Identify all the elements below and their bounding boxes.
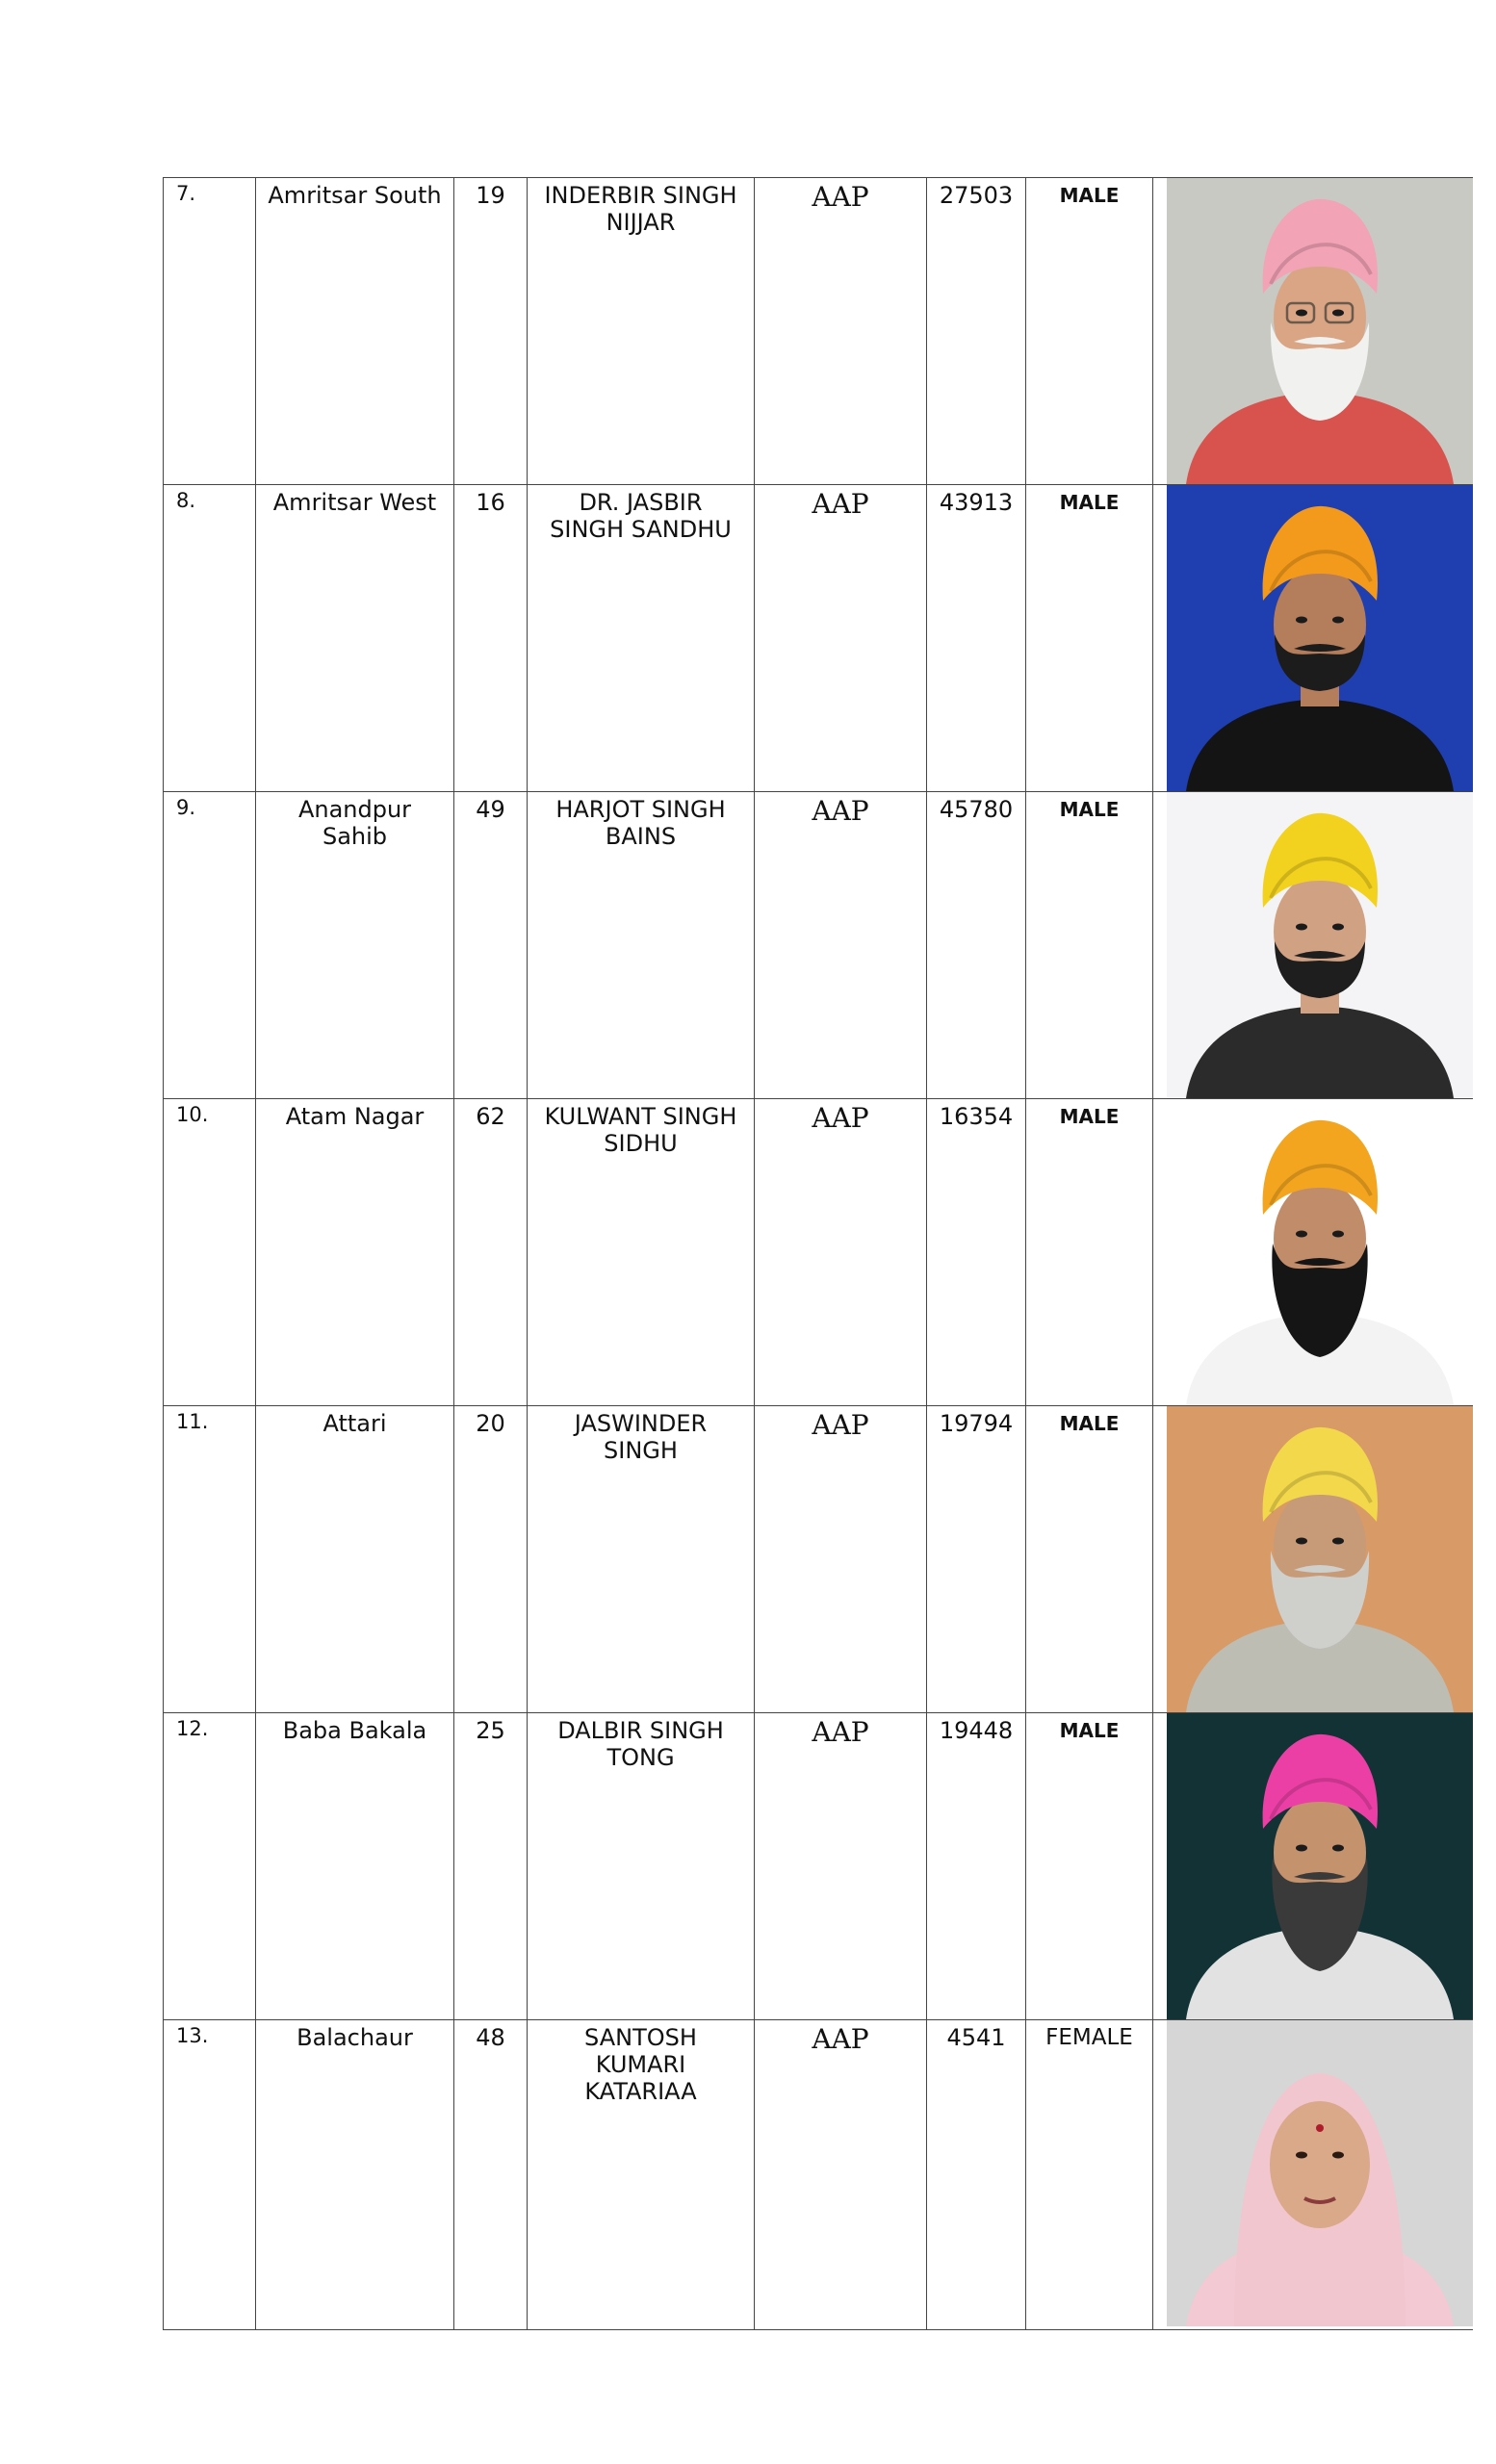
photo-cell [1153, 1099, 1474, 1406]
constituency-cell [256, 485, 454, 792]
party-cell [755, 178, 927, 485]
winning-margin: 4541 [946, 2024, 1006, 2051]
table-row [164, 178, 1474, 485]
photo-cell [1153, 792, 1474, 1099]
winner-name: DR. JASBIR SINGH SANDHU [550, 489, 732, 543]
party-name: AAP [812, 488, 869, 520]
right-eye [1332, 1538, 1344, 1545]
party-cell [755, 2020, 927, 2330]
results-table [163, 177, 1473, 2330]
candidate-photo [1167, 2020, 1473, 2326]
left-eye [1296, 310, 1307, 317]
winner-name-cell [528, 1099, 755, 1406]
party-name: AAP [812, 2023, 869, 2055]
margin-cell [927, 792, 1026, 1099]
party-name: AAP [812, 1716, 869, 1748]
table-row [164, 2020, 1474, 2330]
party-cell [755, 1713, 927, 2020]
constituency-name: Atam Nagar [285, 1103, 425, 1130]
constituency-cell [256, 1099, 454, 1406]
table-row [164, 1713, 1474, 2020]
margin-cell [927, 485, 1026, 792]
photo-cell [1153, 485, 1474, 792]
party-name: AAP [812, 181, 869, 213]
candidate-photo [1167, 1099, 1473, 1405]
gender-cell [1026, 1406, 1153, 1713]
party-cell [755, 1406, 927, 1713]
serial-number-cell [164, 2020, 256, 2330]
gender-cell [1026, 2020, 1153, 2330]
gender: MALE [1059, 1412, 1120, 1435]
left-eye [1296, 1231, 1307, 1238]
gender: FEMALE [1045, 2025, 1133, 2050]
constituency-number-cell [454, 792, 528, 1099]
left-eye [1296, 1538, 1307, 1545]
constituency-number: 62 [476, 1103, 505, 1130]
constituency-number-cell [454, 485, 528, 792]
winner-name-cell [528, 178, 755, 485]
serial-number: 10. [176, 1103, 209, 1126]
constituency-name: Amritsar South [268, 182, 442, 209]
constituency-name: Attari [322, 1410, 387, 1437]
winner-name-cell [528, 485, 755, 792]
serial-number-cell [164, 485, 256, 792]
winner-name: HARJOT SINGH BAINS [555, 796, 726, 850]
right-eye [1332, 1845, 1344, 1852]
gender: MALE [1059, 1105, 1120, 1128]
party-cell [755, 792, 927, 1099]
table-row [164, 485, 1474, 792]
candidate-photo [1167, 1406, 1473, 1712]
constituency-name: Amritsar West [272, 489, 437, 516]
winning-margin: 43913 [939, 489, 1014, 516]
constituency-name: Baba Bakala [282, 1717, 427, 1744]
photo-cell [1153, 1713, 1474, 2020]
winner-name: INDERBIR SINGH NIJJAR [544, 182, 737, 236]
party-cell [755, 1099, 927, 1406]
gender: MALE [1059, 798, 1120, 821]
serial-number: 11. [176, 1410, 209, 1433]
constituency-number: 16 [476, 489, 505, 516]
right-eye [1332, 617, 1344, 624]
winner-name: JASWINDER SINGH [574, 1410, 708, 1464]
constituency-name: Balachaur [297, 2024, 413, 2051]
winning-margin: 19448 [939, 1717, 1014, 1744]
party-name: AAP [812, 795, 869, 827]
winner-name-cell [528, 1406, 755, 1713]
left-eye [1296, 924, 1307, 931]
candidate-photo [1167, 178, 1473, 484]
constituency-name: Anandpur Sahib [297, 796, 412, 850]
winning-margin: 45780 [939, 796, 1014, 823]
constituency-cell [256, 1713, 454, 2020]
winner-name-cell [528, 792, 755, 1099]
constituency-cell [256, 792, 454, 1099]
serial-number-cell [164, 1099, 256, 1406]
serial-number-cell [164, 792, 256, 1099]
serial-number: 7. [176, 182, 196, 205]
margin-cell [927, 1099, 1026, 1406]
constituency-cell [256, 2020, 454, 2330]
photo-cell [1153, 1406, 1474, 1713]
photo-cell [1153, 178, 1474, 485]
party-cell [755, 485, 927, 792]
constituency-cell [256, 1406, 454, 1713]
bindi [1316, 2124, 1324, 2132]
candidate-photo [1167, 1713, 1473, 2019]
serial-number: 12. [176, 1717, 209, 1740]
left-eye [1296, 2152, 1307, 2159]
table-row [164, 1406, 1474, 1713]
constituency-number-cell [454, 1406, 528, 1713]
gender-cell [1026, 485, 1153, 792]
serial-number-cell [164, 1713, 256, 2020]
serial-number: 8. [176, 489, 196, 512]
margin-cell [927, 178, 1026, 485]
winning-margin: 16354 [939, 1103, 1014, 1130]
gender: MALE [1059, 491, 1120, 514]
margin-cell [927, 1713, 1026, 2020]
winner-name: DALBIR SINGH TONG [557, 1717, 724, 1771]
constituency-number: 20 [476, 1410, 505, 1437]
constituency-number: 49 [476, 796, 505, 823]
right-eye [1332, 310, 1344, 317]
constituency-number-cell [454, 1099, 528, 1406]
constituency-cell [256, 178, 454, 485]
right-eye [1332, 2152, 1344, 2159]
candidate-photo [1167, 485, 1473, 791]
serial-number-cell [164, 1406, 256, 1713]
right-eye [1332, 1231, 1344, 1238]
serial-number: 13. [176, 2024, 209, 2047]
constituency-number: 25 [476, 1717, 505, 1744]
constituency-number: 19 [476, 182, 505, 209]
winning-margin: 19794 [939, 1410, 1014, 1437]
gender-cell [1026, 792, 1153, 1099]
right-eye [1332, 924, 1344, 931]
gender-cell [1026, 178, 1153, 485]
constituency-number: 48 [476, 2024, 505, 2051]
left-eye [1296, 617, 1307, 624]
gender: MALE [1059, 184, 1120, 207]
party-name: AAP [812, 1409, 869, 1441]
winner-name: KULWANT SINGH SIDHU [544, 1103, 737, 1157]
winner-name: SANTOSH KUMARI KATARIAA [584, 2024, 697, 2105]
constituency-number-cell [454, 2020, 528, 2330]
table-row [164, 792, 1474, 1099]
photo-cell [1153, 2020, 1474, 2330]
face [1270, 2101, 1370, 2228]
table-row [164, 1099, 1474, 1406]
results-table-body [164, 178, 1474, 2330]
constituency-number-cell [454, 1713, 528, 2020]
gender-cell [1026, 1713, 1153, 2020]
winner-name-cell [528, 2020, 755, 2330]
margin-cell [927, 1406, 1026, 1713]
serial-number-cell [164, 178, 256, 485]
party-name: AAP [812, 1102, 869, 1134]
constituency-number-cell [454, 178, 528, 485]
margin-cell [927, 2020, 1026, 2330]
gender-cell [1026, 1099, 1153, 1406]
winner-name-cell [528, 1713, 755, 2020]
gender: MALE [1059, 1719, 1120, 1742]
winning-margin: 27503 [939, 182, 1014, 209]
serial-number: 9. [176, 796, 196, 819]
candidate-photo [1167, 792, 1473, 1098]
left-eye [1296, 1845, 1307, 1852]
